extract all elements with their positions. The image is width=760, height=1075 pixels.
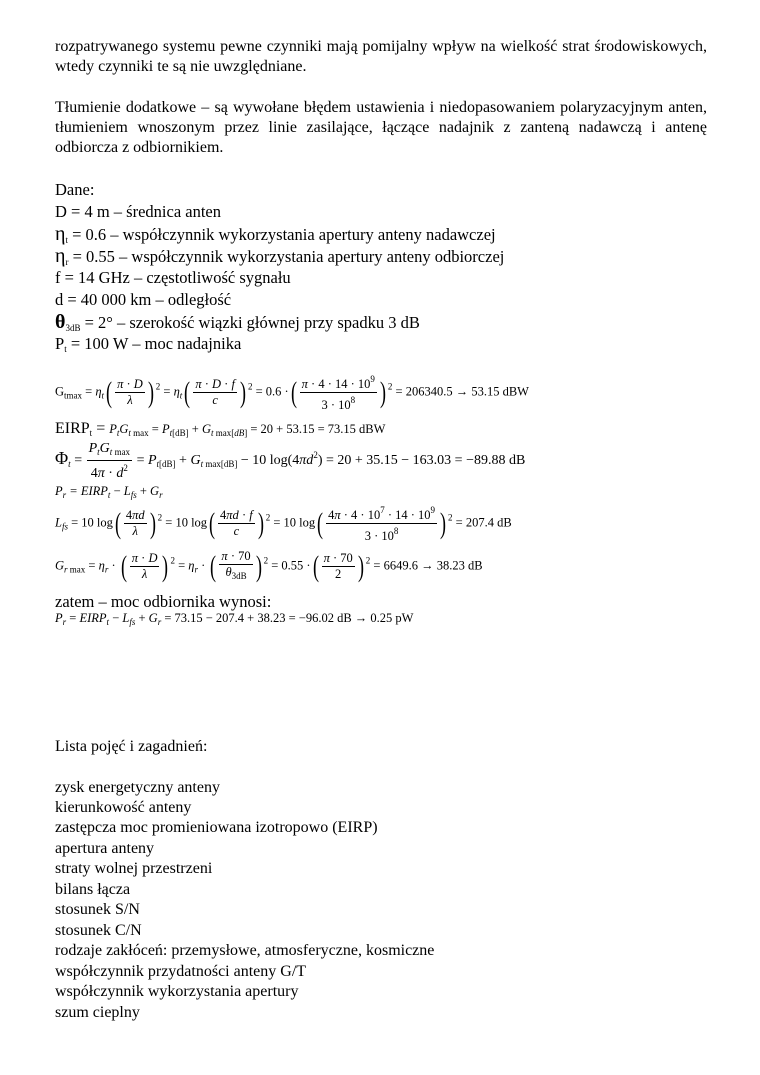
given-heading: Dane:: [55, 180, 95, 199]
equation-gr-max: $G_{r max} = \eta_r$ · ( $\frac{\pi \cdot D}{\lambda}$ ) $^2 = \eta_r$ · ( $\frac{\pi \cdot 70}{\theta_{3dB}}$ ) $^2$ = 0.55 ·( $\frac{\pi \cdot 70}{2}$ ) $^2$ = 6649.6 → 38.23 dB: [55, 549, 483, 583]
given-distance: d = 40 000 km – odległość: [55, 290, 232, 309]
equation-gt-max: $G_{tmax} = \eta_t$( $\frac{\pi \cdot D}{\lambda}$ ) $^2 = \eta_t$( $\frac{\pi \cdot D \cdot f}{c}$ ) $^2$ = 0.6 ·( $\frac{\pi \cdot 4 \cdot 14 \cdot 10^9}{3 \cdot 10^8}$ ) $^2$ = 206340.5 → 53.15 dBW: [55, 374, 529, 412]
list-item: współczynnik przydatności anteny G/T: [55, 963, 307, 980]
result-intro: zatem – moc odbiornika wynosi:: [55, 592, 272, 611]
list-item: zysk energetyczny anteny: [55, 779, 220, 796]
list-item: szum cieplny: [55, 1004, 140, 1021]
list-item: bilans łącza: [55, 881, 131, 898]
concepts-heading: Lista pojęć i zagadnień:: [55, 738, 208, 755]
given-pt: $P_t = 100$ W – moc nadajnika: [55, 334, 242, 354]
list-item: apertura anteny: [55, 840, 155, 857]
given-frequency: f = 14 GHz – częstotliwość sygnału: [55, 268, 291, 287]
list-item: straty wolnej przestrzeni: [55, 860, 213, 877]
given-theta: $\theta_{3dB} = 2^\circ$ – szerokość wiązki głównej przy spadku 3 dB: [55, 311, 420, 333]
equation-lfs: $L_{fs} = 10$ log( $\frac{4\pi d}{\lambda}$ ) $^2$ = 10 log( $\frac{4\pi d \cdot f}{c}$ ) $^2$ = 10 log( $\frac{4\pi \cdot 4 \cdot 10^7 \cdot 14 \cdot 10^9}{3 \cdot 10^8}$ ) $^2$ = 207.4 dB: [55, 505, 512, 543]
given-diameter: D = 4 m – średnica anten: [55, 202, 222, 221]
list-item: zastępcza moc promieniowana izotropowo (EIRP): [55, 819, 378, 836]
equation-phi: $\Phi_t$ = $\frac{P_tG_{t max}}{4\pi \cdot d^2}$ = $P_{t[dB]} + G_{t max[dB]} - 10$ $\log(4\pi d^2) = 20 + 35.15 - 163.03 = -89.88$ dB: [55, 441, 526, 481]
given-eta-r: $\eta_r = 0.55$ – współczynnik wykorzystania apertury anteny odbiorczej: [55, 245, 505, 267]
list-item: stosunek S/N: [55, 901, 140, 918]
list-item: stosunek C/N: [55, 922, 142, 939]
equation-pr-final: $P_r$ = $EIRP_t - L_{fs} + G_r = 73.15 - 207.4 + 38.23 = -96.02$ dB → 0.25 pW: [55, 611, 414, 627]
list-item: rodzaje zakłóceń: przemysłowe, atmosferyczne, kosmiczne: [55, 942, 435, 959]
list-item: kierunkowość anteny: [55, 799, 192, 816]
given-eta-t: $\eta_t = 0.6$ – współczynnik wykorzystania apertury anteny nadawczej: [55, 223, 496, 245]
equation-pr-formula: $P_r$ = $EIRP_t - L_{fs} + G_r$: [55, 484, 163, 500]
paragraph-environmental-losses: rozpatrywanego systemu pewne czynniki mają pomijalny wpływ na wielkość strat środowiskowych, wtedy czynniki te są nie uwzględniane.: [55, 38, 707, 75]
list-item: współczynnik wykorzystania apertury: [55, 983, 299, 1000]
paragraph-additional-attenuation: Tłumienie dodatkowe – są wywołane błędem ustawienia i niedopasowaniem polaryzacyjnym anten, tłumieniem wnoszonym przez linie zasilające, łączące nadajnik z zanteną nadawczą i antenę odbiorcza z odbiornikiem.: [55, 99, 707, 156]
equation-eirp: $EIRP_t = P_tG_{t max} = P_{t[dB]} + G_{t max[dB]} = 20 + 53.15 = 73.15$ dBW: [55, 420, 386, 438]
